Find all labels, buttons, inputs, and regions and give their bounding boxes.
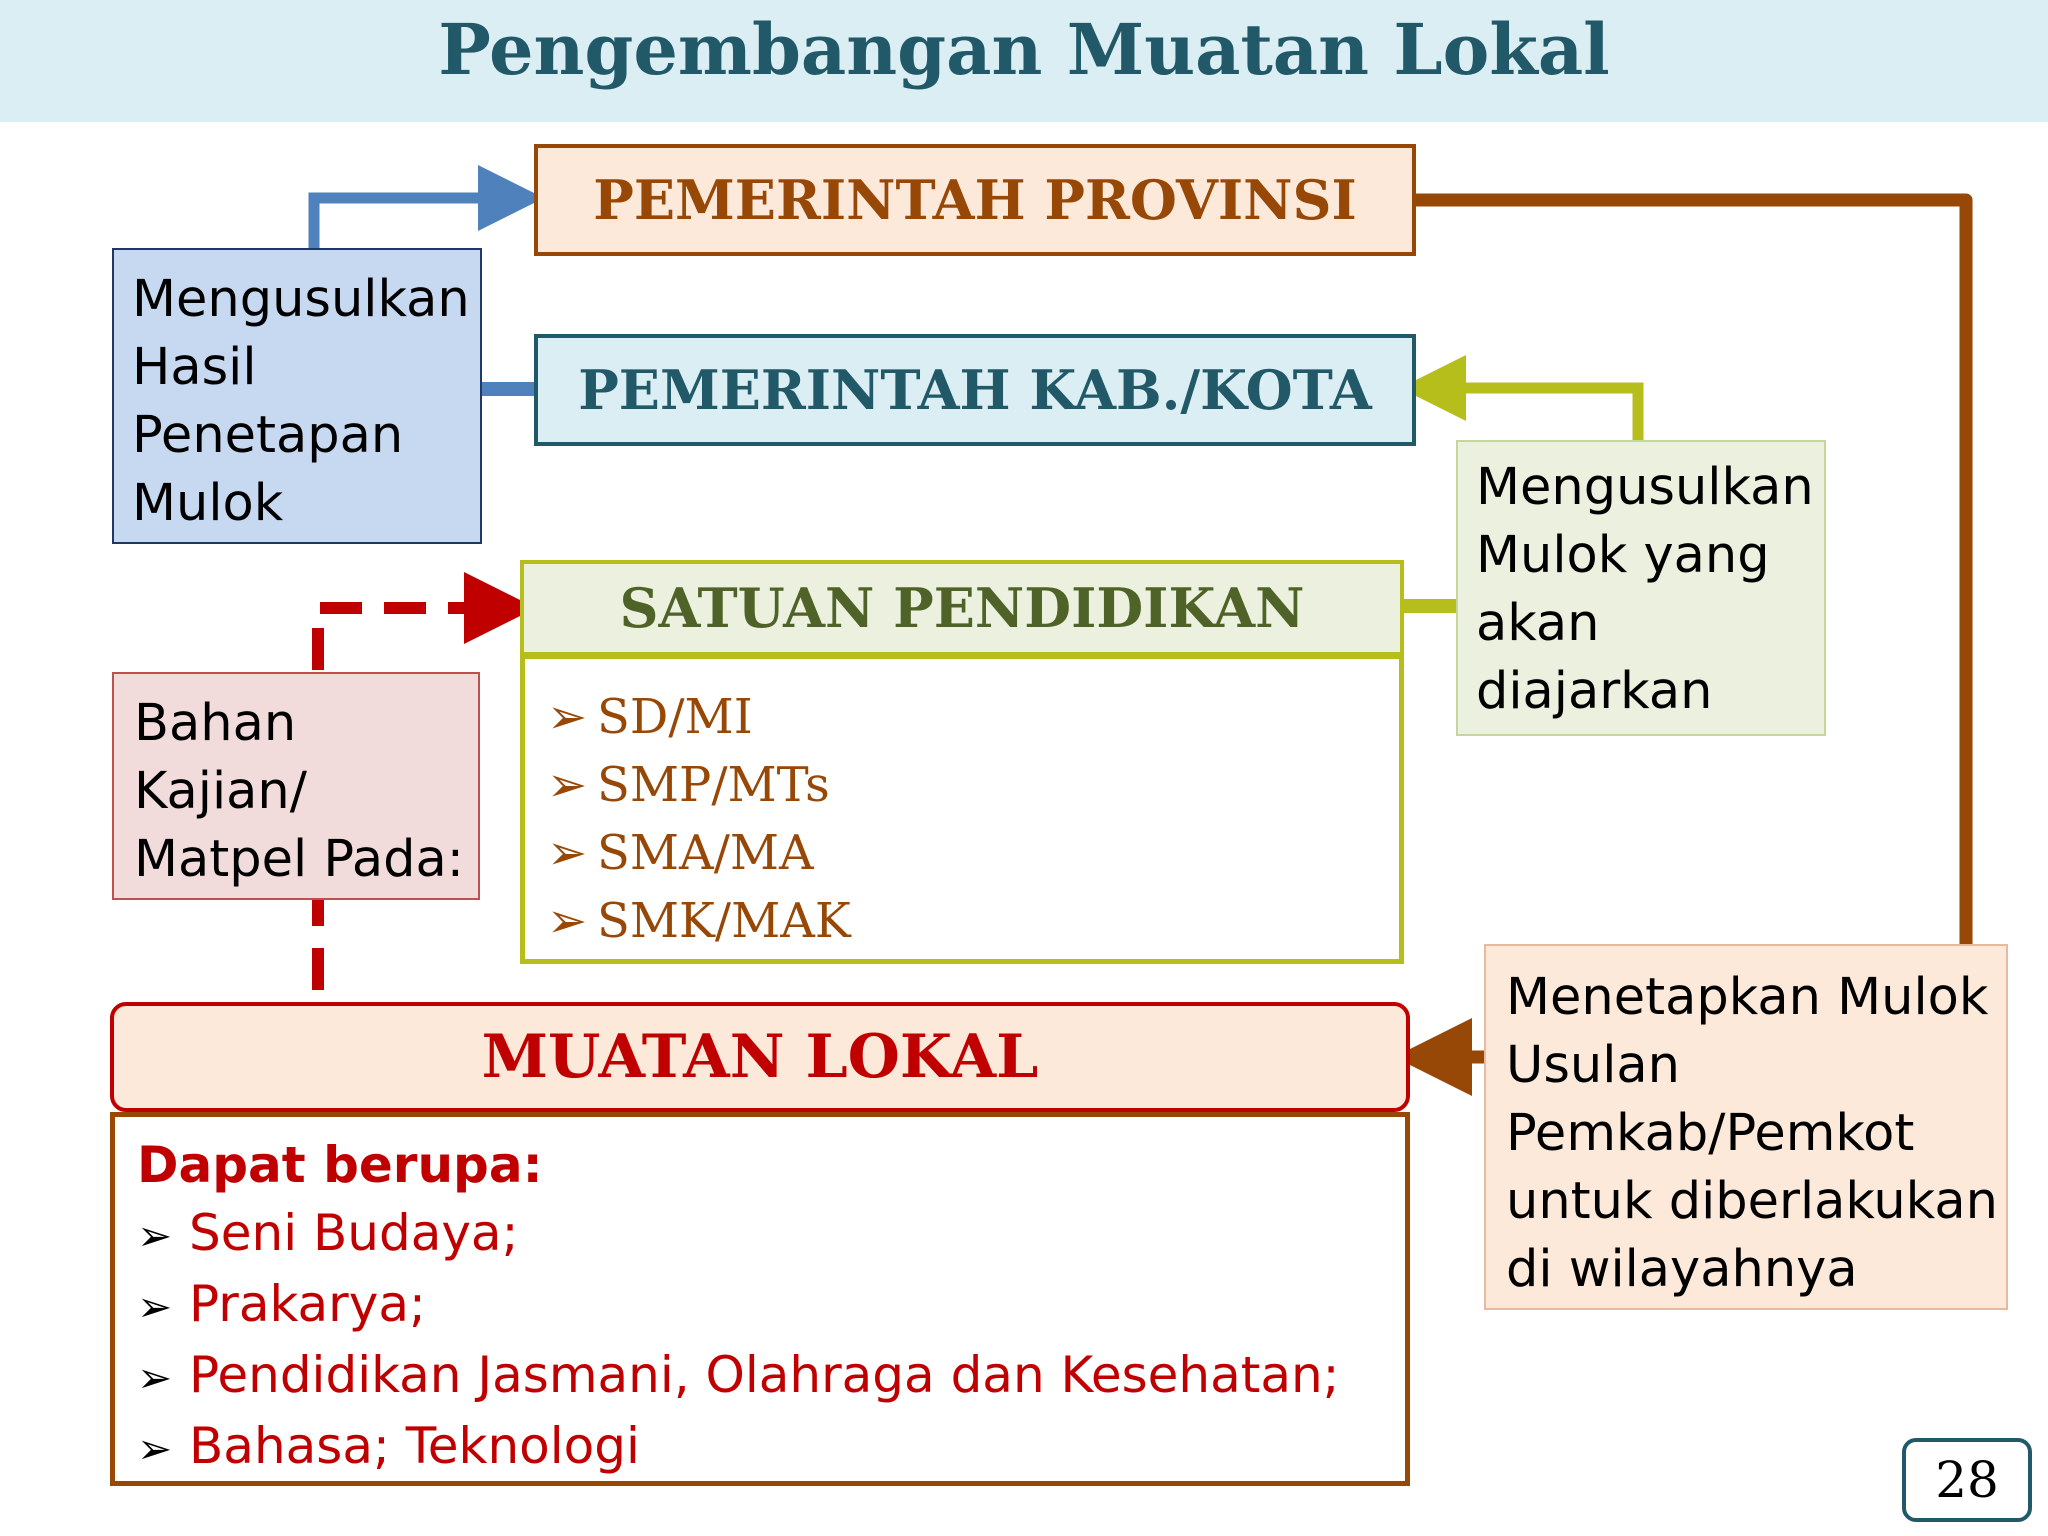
arrow-to-provinsi bbox=[314, 198, 500, 248]
list-item: ➢ Pendidikan Jasmani, Olahraga dan Kesehatan; bbox=[137, 1341, 1405, 1412]
note-menetapkan-mulok: Menetapkan Mulok Usulan Pemkab/Pemkot untuk diberlakukan di wilayahnya bbox=[1484, 944, 2008, 1310]
box-pemerintah-provinsi: PEMERINTAH PROVINSI bbox=[534, 144, 1416, 256]
bullet-arrow-icon: ➢ bbox=[547, 757, 588, 813]
list-heading: Dapat berupa: bbox=[137, 1136, 543, 1194]
bullet-arrow-icon: ➢ bbox=[137, 1282, 173, 1331]
list-item: ➢ Bahasa; Teknologi bbox=[137, 1412, 1405, 1483]
page-title: Pengembangan Muatan Lokal bbox=[438, 8, 1610, 91]
bullet-arrow-icon: ➢ bbox=[547, 689, 588, 745]
note-bahan-kajian: Bahan Kajian/ Matpel Pada: bbox=[112, 672, 480, 900]
bullet-arrow-icon: ➢ bbox=[137, 1353, 173, 1402]
list-item: ➢ SMP/MTs bbox=[547, 751, 1399, 819]
satuan-level-list bbox=[520, 654, 1404, 964]
box-pemerintah-kab-kota: PEMERINTAH KAB./KOTA bbox=[534, 334, 1416, 446]
box-muatan-lokal: MUATAN LOKAL bbox=[110, 1002, 1410, 1112]
arrow-to-kab-kota bbox=[1444, 388, 1638, 440]
list-item: ➢ Prakarya; bbox=[137, 1270, 1405, 1341]
list-item: ➢ SMK/MAK bbox=[547, 887, 1399, 955]
box-satuan-pendidikan: SATUAN PENDIDIKAN bbox=[520, 560, 1404, 656]
list-item: ➢ SD/MI bbox=[547, 683, 1399, 751]
bullet-arrow-icon: ➢ bbox=[547, 893, 588, 949]
bullet-arrow-icon: ➢ bbox=[137, 1211, 173, 1260]
note-usulkan-mulok: Mengusulkan Mulok yang akan diajarkan bbox=[1456, 440, 1826, 736]
muatan-lokal-list bbox=[110, 1112, 1410, 1486]
bullet-arrow-icon: ➢ bbox=[547, 825, 588, 881]
bullet-arrow-icon: ➢ bbox=[137, 1424, 173, 1473]
list-item: ➢ SMA/MA bbox=[547, 819, 1399, 887]
page-number: 28 bbox=[1902, 1438, 2032, 1522]
list-item: ➢ Seni Budaya; bbox=[137, 1199, 1405, 1270]
note-usulkan-hasil: Mengusulkan Hasil Penetapan Mulok bbox=[112, 248, 482, 544]
